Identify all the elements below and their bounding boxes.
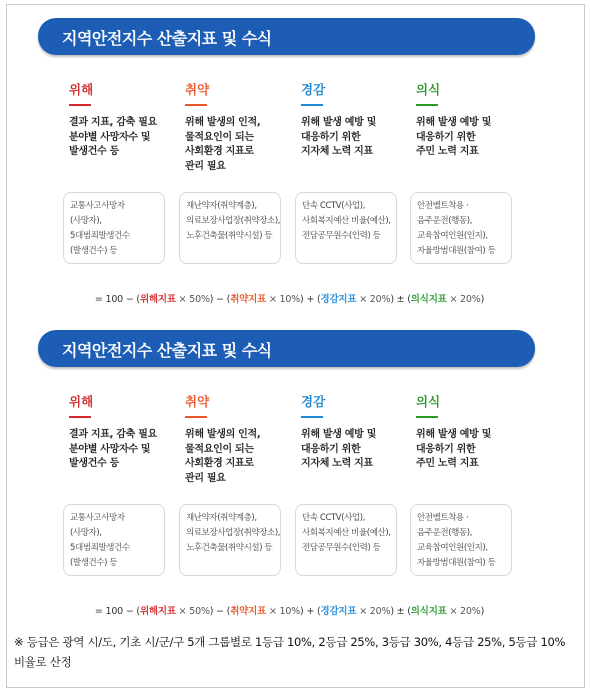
indicator-examples-box xyxy=(179,192,281,264)
formula-weight: × 20% xyxy=(356,294,391,305)
description-line: 대응하기 위한 xyxy=(301,443,361,455)
formula-weight: × 20% xyxy=(446,294,481,305)
example-line: 사회복지예산 비율(예산), xyxy=(302,528,391,538)
description-line: 대응하기 위한 xyxy=(301,131,361,143)
heading-underline xyxy=(69,104,91,106)
formula-operator: ) xyxy=(480,294,485,305)
formula-term: 의식지표 xyxy=(410,294,447,305)
description-line: 위해 발생의 인적, xyxy=(185,117,261,128)
indicator-column xyxy=(63,392,165,568)
formula-operator: ) + ( xyxy=(300,294,321,305)
indicator-description xyxy=(185,116,281,186)
indicator-column xyxy=(63,80,165,256)
heading-underline xyxy=(69,416,91,418)
example-line: 음주운전(행동), xyxy=(417,216,473,226)
indicator-description xyxy=(416,116,512,186)
formula-term: 경감지표 xyxy=(320,606,357,617)
example-line: 의료보장사업장(취약장소), xyxy=(186,216,281,226)
formula-term: 위해지표 xyxy=(139,606,176,617)
heading-underline xyxy=(416,416,438,418)
formula-operator: ) − ( xyxy=(209,606,231,617)
example-line: 사회복지예산 비율(예산), xyxy=(302,216,391,226)
formula-weight: × 20% xyxy=(446,606,481,617)
description-line: 관리 필요 xyxy=(185,160,226,172)
description-line: 위해 발생 예방 및 xyxy=(301,429,377,440)
description-line: 사회환경 지표로 xyxy=(185,146,254,157)
formula-weight: = 100 − ( xyxy=(94,606,140,617)
heading-underline xyxy=(301,416,323,418)
example-line: (사망자), xyxy=(70,528,102,538)
example-line: 의료보장사업장(취약장소), xyxy=(186,528,281,538)
formula-term: 경감지표 xyxy=(320,294,357,305)
formula-operator: ) ± ( xyxy=(390,294,411,305)
formula-operator: ) + ( xyxy=(300,606,321,617)
indicator-heading: 취약 xyxy=(185,394,210,409)
example-line: 교통사고사망자 xyxy=(70,201,125,211)
indicator-column xyxy=(295,80,397,241)
example-line: 5대범죄발생건수 xyxy=(70,231,130,241)
indicator-description xyxy=(69,428,165,498)
formula-operator: ) ± ( xyxy=(390,606,411,617)
formula-term: 취약지표 xyxy=(230,606,267,617)
indicator-examples-box xyxy=(410,192,512,264)
indicator-heading: 의식 xyxy=(416,82,441,97)
index-formula xyxy=(0,291,579,305)
formula-operator: ) xyxy=(480,606,485,617)
description-line: 물적요인이 되는 xyxy=(185,131,254,143)
description-line: 지자체 노력 지표 xyxy=(301,146,373,157)
indicator-column xyxy=(410,392,512,568)
indicator-examples-box xyxy=(63,504,165,576)
formula-weight: × 20% xyxy=(356,606,391,617)
example-line: 전담공무원수(인력) 등 xyxy=(302,543,381,553)
indicator-column xyxy=(410,80,512,256)
example-line: 교육참여인원(인지), xyxy=(417,231,488,241)
indicator-description xyxy=(69,116,165,186)
heading-underline xyxy=(301,104,323,106)
indicator-examples-box xyxy=(63,192,165,264)
heading-underline xyxy=(416,104,438,106)
example-line: 재난약자(취약계층), xyxy=(186,201,257,211)
description-line: 대응하기 위한 xyxy=(416,443,476,455)
description-line: 분야별 사망자수 및 xyxy=(69,131,151,143)
example-line: 노후건축물(취약시설) 등 xyxy=(186,543,273,553)
example-line: (발생건수) 등 xyxy=(70,246,118,256)
description-line: 대응하기 위한 xyxy=(416,131,476,143)
formula-operator: ) − ( xyxy=(209,294,231,305)
example-line: 단속 CCTV(사업), xyxy=(302,201,365,211)
section-title-banner xyxy=(38,330,535,367)
example-line: 재난약자(취약계층), xyxy=(186,513,257,523)
formula-term: 의식지표 xyxy=(410,606,447,617)
description-line: 사회환경 지표로 xyxy=(185,458,254,469)
indicator-column xyxy=(295,392,397,553)
description-line: 결과 지표, 감축 필요 xyxy=(69,429,157,440)
description-line: 위해 발생 예방 및 xyxy=(301,117,377,128)
indicator-examples-box xyxy=(295,192,397,264)
indicator-examples-box xyxy=(410,504,512,576)
formula-term: 취약지표 xyxy=(230,294,267,305)
indicator-column xyxy=(179,392,281,553)
indicator-heading: 위해 xyxy=(69,394,94,409)
indicator-examples-box xyxy=(295,504,397,576)
indicator-heading: 위해 xyxy=(69,82,94,97)
example-line: 전담공무원수(인력) 등 xyxy=(302,231,381,241)
description-line: 물적요인이 되는 xyxy=(185,443,254,455)
example-line: 교통사고사망자 xyxy=(70,513,125,523)
description-line: 위해 발생 예방 및 xyxy=(416,117,492,128)
example-line: (발생건수) 등 xyxy=(70,558,118,568)
indicator-description xyxy=(185,428,281,498)
description-line: 관리 필요 xyxy=(185,472,226,484)
section-title: 지역안전지수 산출지표 및 수식 xyxy=(62,29,272,48)
formula-weight: × 10% xyxy=(266,606,301,617)
indicator-examples-box xyxy=(179,504,281,576)
section-title: 지역안전지수 산출지표 및 수식 xyxy=(62,341,272,360)
example-line: 안전벨트착용 · xyxy=(417,201,469,211)
section-title-banner xyxy=(38,18,535,55)
indicator-description xyxy=(301,428,397,498)
description-line: 주민 노력 지표 xyxy=(416,458,479,469)
indicator-column xyxy=(179,80,281,241)
formula-term: 위해지표 xyxy=(139,294,176,305)
description-line: 결과 지표, 감축 필요 xyxy=(69,117,157,128)
example-line: 단속 CCTV(사업), xyxy=(302,513,365,523)
heading-underline xyxy=(185,416,207,418)
example-line: 음주운전(행동), xyxy=(417,528,473,538)
example-line: 교육참여인원(인지), xyxy=(417,543,488,553)
index-formula xyxy=(0,603,579,617)
description-line: 지자체 노력 지표 xyxy=(301,458,373,469)
description-line: 위해 발생 예방 및 xyxy=(416,429,492,440)
heading-underline xyxy=(185,104,207,106)
description-line: 주민 노력 지표 xyxy=(416,146,479,157)
description-line: 위해 발생의 인적, xyxy=(185,429,261,440)
example-line: 자율방범대원(참여) 등 xyxy=(417,246,496,256)
example-line: 자율방범대원(참여) 등 xyxy=(417,558,496,568)
description-line: 발생건수 등 xyxy=(69,146,119,157)
formula-weight: × 50% xyxy=(175,294,210,305)
formula-weight: = 100 − ( xyxy=(94,294,140,305)
indicator-heading: 의식 xyxy=(416,394,441,409)
indicator-heading: 취약 xyxy=(185,82,210,97)
indicator-heading: 경감 xyxy=(301,394,326,409)
example-line: (사망자), xyxy=(70,216,102,226)
example-line: 노후건축물(취약시설) 등 xyxy=(186,231,273,241)
indicator-heading: 경감 xyxy=(301,82,326,97)
formula-weight: × 10% xyxy=(266,294,301,305)
indicator-description xyxy=(416,428,512,498)
grading-note: ※ 등급은 광역 시/도, 기초 시/군/구 5개 그룹별로 1등급 10%, 2등급 25%, 3등급 30%, 4등급 25%, 5등급 10% 비율로 산정 xyxy=(14,635,566,669)
description-line: 분야별 사망자수 및 xyxy=(69,443,151,455)
example-line: 5대범죄발생건수 xyxy=(70,543,130,553)
formula-weight: × 50% xyxy=(175,606,210,617)
example-line: 안전벨트착용 · xyxy=(417,513,469,523)
description-line: 발생건수 등 xyxy=(69,458,119,469)
indicator-description xyxy=(301,116,397,186)
